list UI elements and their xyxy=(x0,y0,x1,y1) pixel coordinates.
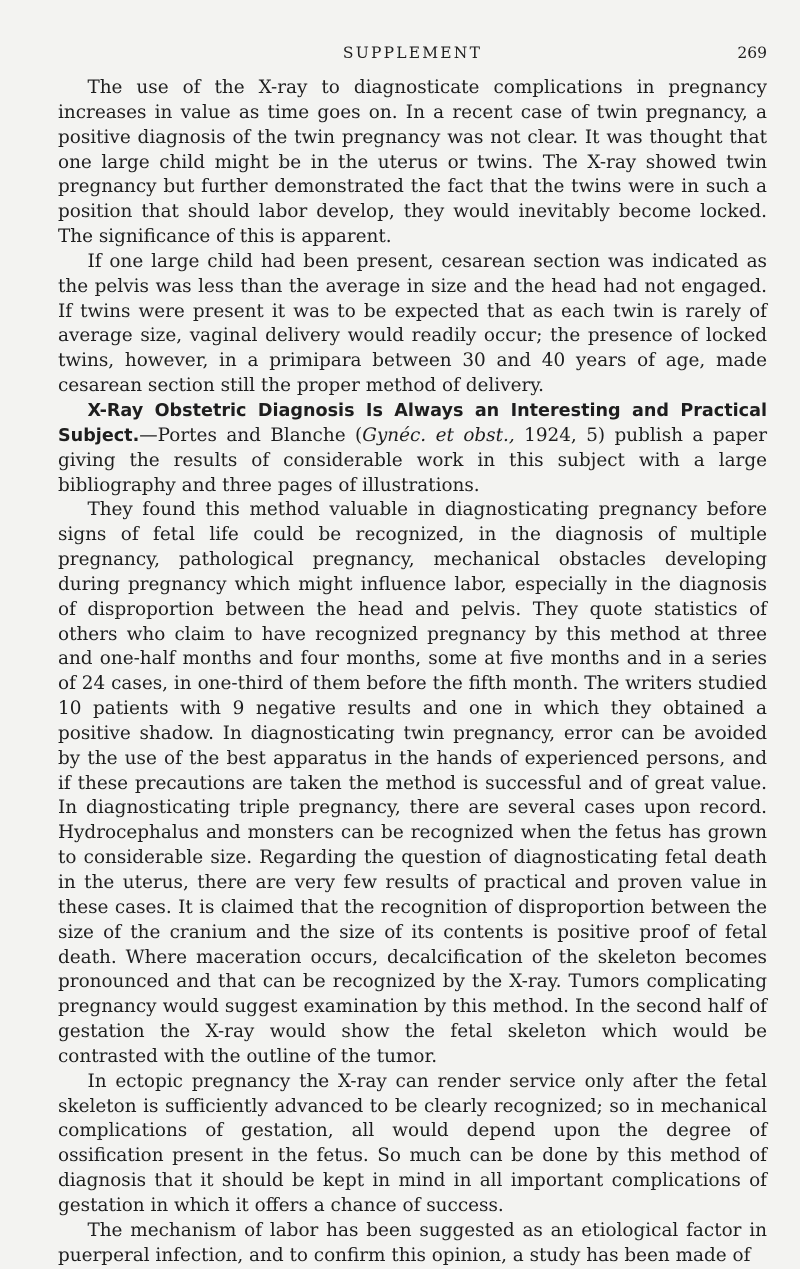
running-head xyxy=(58,44,767,66)
section-heading: X-Ray Obstetric Diagnosis Is Always an Interesting and Practical Subject. xyxy=(58,400,767,446)
paragraph-text: 1924, 5) publish a paper giving the results of considerable work in this subject with a large bibliography and three pages of illustrations. xyxy=(58,424,768,496)
journal-citation: Gynéc. et obst., xyxy=(362,424,515,446)
paragraph-findings: They found this method valuable in diagnosticating pregnancy before signs of fetal life could be recognized, in the diagnosis of multiple pregnancy, pathological pregnancy, mechanical obstacles developing during pregnancy which might influence labor, especially in the diagnosis of disproportion between the head and pelvis. They quote statistics of others who claim to have recognized pregnancy by this method at three and one-half months and four months, some at five months and in a series of 24 cases, in one-third of them before the fifth month. The writers studied 10 patients with 9 negative results and one in which they obtained a positive shadow. In diagnosticating twin pregnancy, error can be avoided by the use of the best apparatus in the hands of experienced persons, and if these precautions are taken the method is successful and of great value. In diagnosticating triple pregnancy, there are several cases upon record. Hydrocephalus and monsters can be recognized when the fetus has grown to considerable size. Regarding the question of diagnosticating fetal death in the uterus, there are very few results of practical and proven value in these cases. It is claimed that the recognition of disproportion between the size of the cranium and the size of its contents is positive proof of fetal death. Where maceration occurs, decalcification of the skeleton becomes pronounced and that can be recognized by the X-ray. Tumors complicating pregnancy would suggest examination by this method. In the second half of gestation the X-ray would show the fetal skeleton which would be contrasted with the outline of the tumor. xyxy=(58,499,767,1067)
running-title: SUPPLEMENT xyxy=(342,44,483,62)
paragraph-cesarean: If one large child had been present, cesarean section was indicated as the pelvis was less than the average in size and the head had not engaged. If twins were present it was to be expected that as each twin is rarely of average size, vaginal delivery would readily occur; the presence of locked twins, however, in a primipara between 30 and 40 years of age, made cesarean section still the proper method of delivery. xyxy=(58,250,767,397)
paragraph-mechanism: The mechanism of labor has been suggested as an etiological factor in puerperal infection, and to confirm this opinion, a study has been made of xyxy=(58,1219,767,1266)
paragraph-twin-pregnancy: The use of the X-ray to diagnosticate complications in pregnancy increases in value as time goes on. In a recent case of twin pregnancy, a positive diagnosis of the twin pregnancy was not clear. It was thought that one large child might be in the uterus or twins. The X-ray showed twin pregnancy but further demonstrated the fact that the twins were in such a position that should labor develop, they would inevitably become locked. The significance of this is apparent. xyxy=(58,77,767,248)
body-text xyxy=(58,76,767,1269)
page-number: 269 xyxy=(737,44,767,62)
paragraph-xray-subject xyxy=(58,399,767,498)
paragraph-ectopic: In ectopic pregnancy the X-ray can render service only after the fetal skeleton is sufficiently advanced to be clearly recognized; so in mechanical complications of gestation, all would depend upon the degree of ossification present in the fetus. So much can be done by this method of diagnosis that it should be kept in mind in all important complications of gestation in which it offers a chance of success. xyxy=(58,1070,767,1216)
paragraph-text: —Portes and Blanche ( xyxy=(139,424,363,446)
